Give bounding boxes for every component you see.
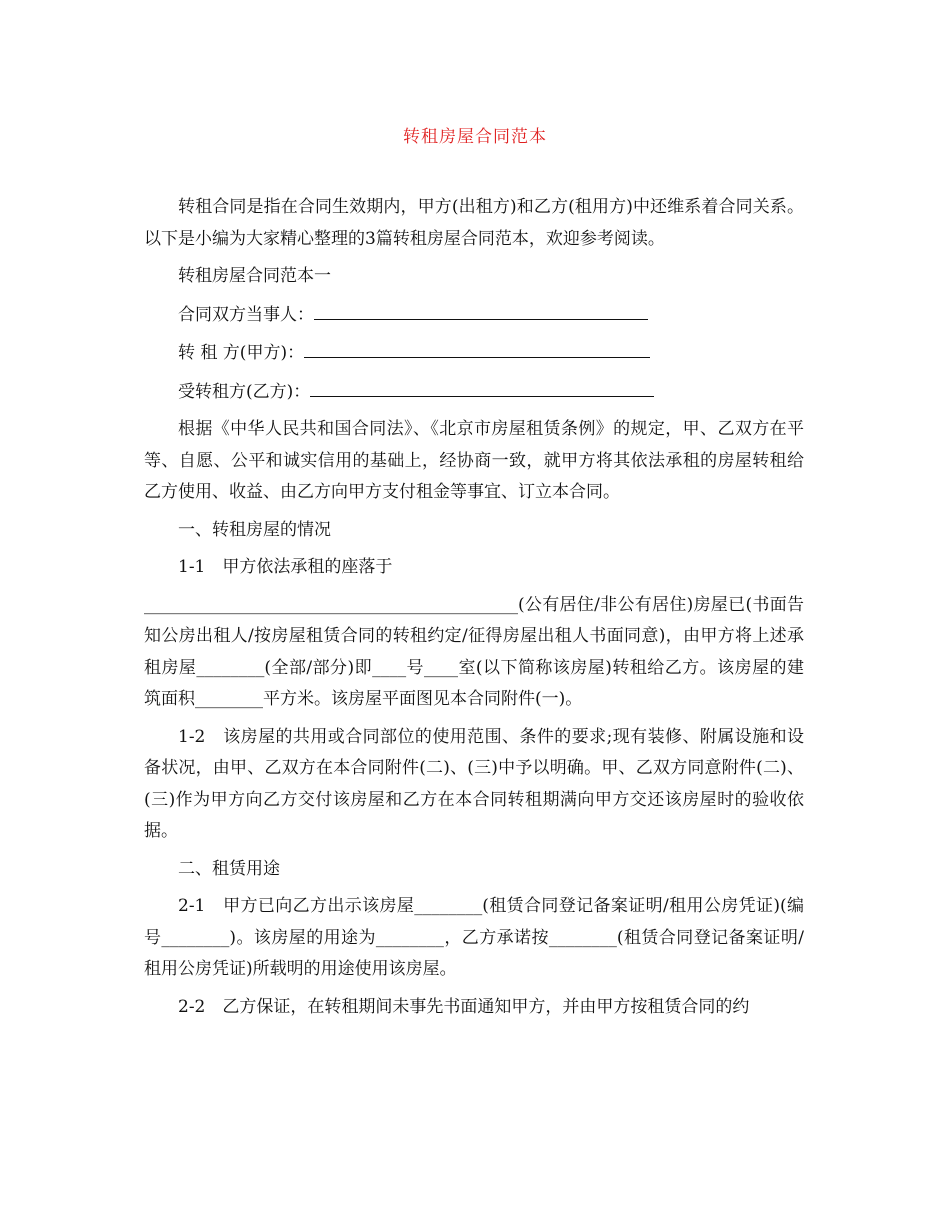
clause-1-2: 1-2 该房屋的共用或合同部位的使用范围、条件的要求;现有装修、附属设施和设备状况，由甲、乙双方在本合同附件(二)、(三)中予以明确。甲、乙双方同意附件(二)、(三)作为甲方向乙方交付该房屋和乙方在本合同转租期满向甲方交还该房屋时的验收依据。 [144,726,804,841]
party-b-field [144,376,804,409]
party-b-label: 受转租方(乙方)： [178,381,311,402]
intro-paragraph: 转租合同是指在合同生效期内，甲方(出租方)和乙方(租用方)中还维系着合同关系。以下是小编为大家精心整理的3篇转租房屋合同范本，欢迎参考阅读。 [144,197,804,249]
clause-2-2: 2-2 乙方保证，在转租期间未事先书面通知甲方，并由甲方按租赁合同的约 [178,996,750,1017]
party-a-label: 转 租 方(甲方)： [178,343,305,363]
clause-2-1: 2-1 甲方已向乙方出示该房屋________(租赁合同登记备案证明/租用公房凭证)(编号________)。该房屋的用途为________，乙方承诺按________(租赁合同登记备案证明/租用公房凭证)所载明的用途使用该房屋。 [144,896,804,979]
document-body [144,192,804,1029]
section-1-heading: 一、转租房屋的情况 [178,519,331,540]
page-title: 转租房屋合同范本 [403,127,547,147]
party-b-blank [310,376,654,397]
party-a-field [144,337,804,370]
preamble-paragraph: 根据《中华人民共和国合同法》、《北京市房屋租赁条例》的规定，甲、乙双方在平等、自愿、公平和诚实信用的基础上，经协商一致，就甲方将其依法承租的房屋转租给乙方使用、收益、由乙方向甲方支付租金等事宜、订立本合同。 [144,419,804,502]
party-both-blank [314,299,648,320]
party-a-blank [304,337,650,358]
clause-1-1-body: ____________________________________________(公有居住/非公有居住)房屋已(书面告知公房出租人/按房屋租赁合同的转租约定/征得房屋出租人书面同意)，由甲方将上述承租房屋________(全部/部分)即____号____室(以下简称该房屋)转租给乙方。该房屋的建筑面积________平方米。该房屋平面图见本合同附件(一)。 [144,594,804,709]
party-both-label: 合同双方当事人： [178,304,314,325]
party-both-field [144,299,804,332]
section-2-heading: 二、租赁用途 [178,858,280,879]
clause-1-1-head: 1-1 甲方依法承租的座落于 [178,557,393,577]
contract-heading: 转租房屋合同范本一 [178,266,331,286]
